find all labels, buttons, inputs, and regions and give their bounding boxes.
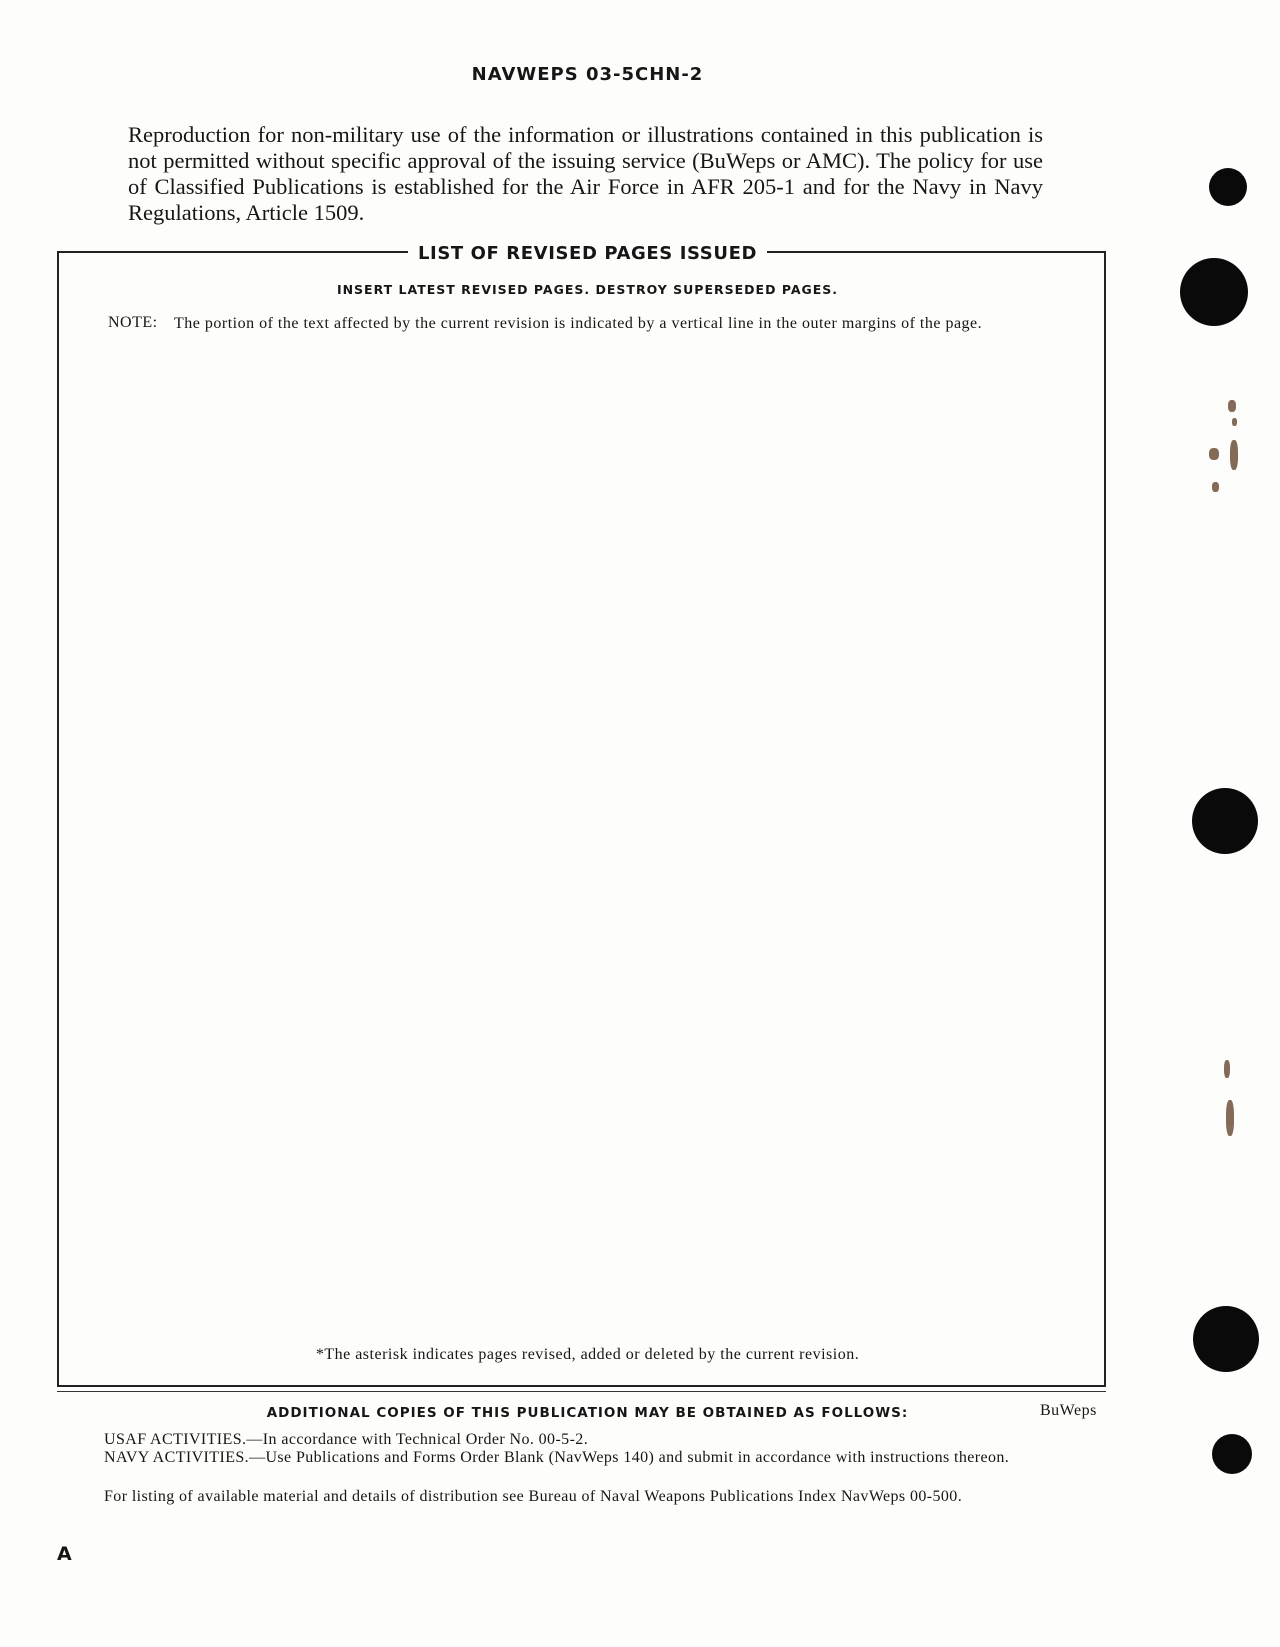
usaf-activities: USAF ACTIVITIES.—In accordance with Technical Order No. 00-5-2. [104,1431,589,1448]
stain-mark [1230,440,1238,470]
additional-copies-title: ADDITIONAL COPIES OF THIS PUBLICATION MAY BE OBTAINED AS FOLLOWS: [266,1405,909,1421]
listing-info: For listing of available material and details of distribution see Bureau of Naval Weapons Publications Index NavWeps 00-500. [104,1488,963,1505]
section-divider [57,1391,1106,1392]
stain-mark [1226,1100,1234,1136]
stain-mark [1212,482,1219,492]
revised-pages-title-text: LIST OF REVISED PAGES ISSUED [408,243,767,264]
revised-pages-subtitle: INSERT LATEST REVISED PAGES. DESTROY SUPERSEDED PAGES. [336,282,839,297]
buweps-label: BuWeps [1040,1402,1097,1419]
stain-mark [1232,418,1237,426]
revised-pages-title [0,243,1175,264]
binder-hole [1209,168,1247,206]
note-text: The portion of the text affected by the current revision is indicated by a vertical line in the outer margins of the page. [174,315,983,332]
asterisk-note: *The asterisk indicates pages revised, added or deleted by the current revision. [315,1346,860,1363]
reproduction-notice: Reproduction for non-military use of the information or illustrations contained in this publication is not permitted without specific approval of the issuing service (BuWeps or AMC). The policy for use of Classified Publications is established for the Air Force in AFR 205-1 and for the Navy in Navy Regulations, Article 1509. [128,122,1043,225]
binder-hole [1212,1434,1252,1474]
stain-mark [1209,448,1219,460]
document-number: NAVWEPS 03-5CHN-2 [471,64,704,85]
binder-hole [1192,788,1258,854]
revised-pages-box [57,251,1106,1387]
navy-activities: NAVY ACTIVITIES.—Use Publications and Forms Order Blank (NavWeps 140) and submit in accordance with instructions thereon. [104,1449,1010,1466]
page-letter: A [57,1543,72,1565]
note-label: NOTE: [108,314,158,331]
binder-hole [1180,258,1248,326]
stain-mark [1228,400,1236,412]
binder-hole [1193,1306,1259,1372]
stain-mark [1224,1060,1230,1078]
